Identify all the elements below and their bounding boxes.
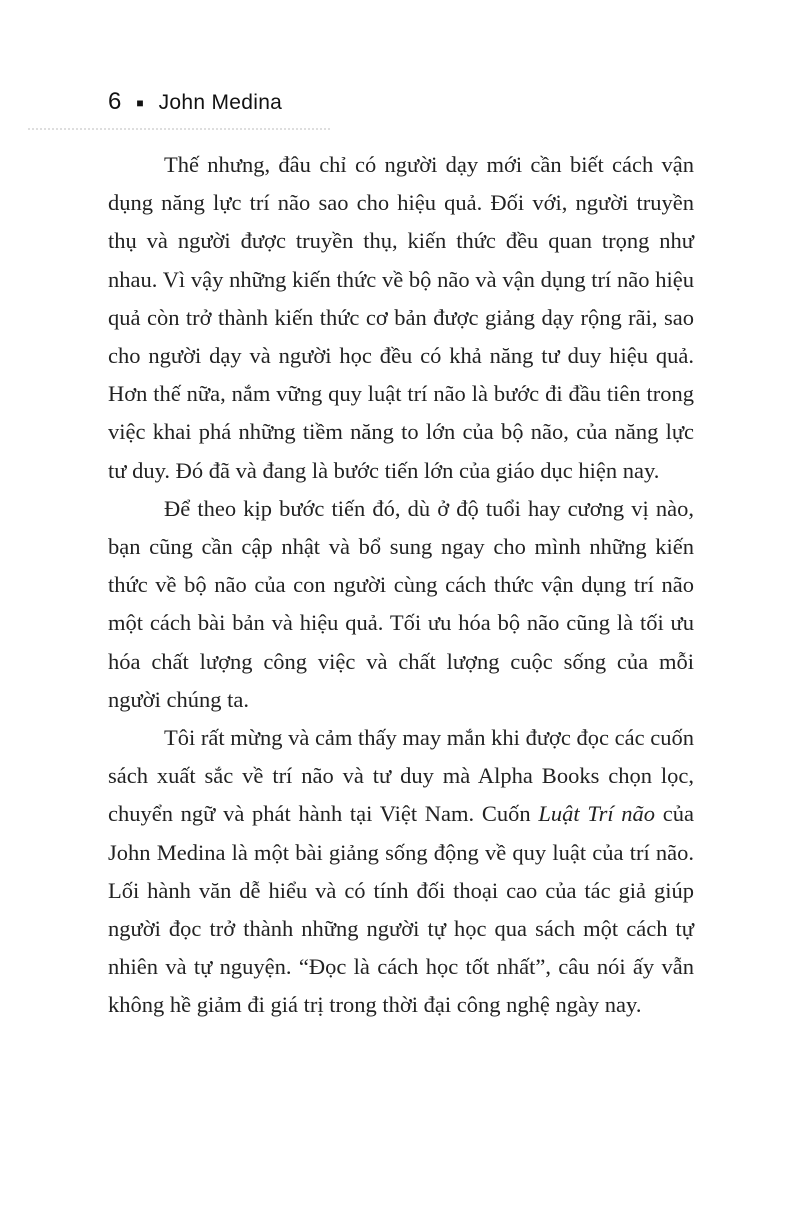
page-body [108, 146, 694, 1025]
header-dotted-underline [28, 128, 330, 130]
paragraph-3 [108, 719, 694, 1025]
paragraph-3-text-after: của John Medina là một bài giảng sống động về quy luật của trí não. Lối hành văn dễ hiểu và có tính đối thoại cao của tác giả giúp người đọc trở thành những người tự học qua sách một cách tự nhiên và tự nguyện. “Đọc là cách học tốt nhất”, câu nói ấy vẫn không hề giảm đi giá trị trong thời đại công nghệ ngày nay. [108, 801, 694, 1018]
page-header [108, 90, 282, 114]
header-square-bullet-icon: ■ [136, 96, 144, 110]
book-title-italic: Luật Trí não [538, 801, 656, 827]
paragraph-2: Để theo kịp bước tiến đó, dù ở độ tuổi hay cương vị nào, bạn cũng cần cập nhật và bổ sung ngay cho mình những kiến thức về bộ não của con người cùng cách thức vận dụng trí não một cách bài bản và hiệu quả. Tối ưu hóa bộ não cũng là tối ưu hóa chất lượng công việc và chất lượng cuộc sống của mỗi người chúng ta. [108, 495, 694, 712]
paragraph-1: Thế nhưng, đâu chỉ có người dạy mới cần biết cách vận dụng năng lực trí não sao cho hiệu quả. Đối với, người truyền thụ và người được truyền thụ, kiến thức đều quan trọng như nhau. Vì vậy những kiến thức về bộ não và vận dụng trí não hiệu quả còn trở thành kiến thức cơ bản được giảng dạy rộng rãi, sao cho người dạy và người học đều có khả năng tư duy hiệu quả. Hơn thế nữa, nắm vững quy luật trí não là bước đi đầu tiên trong việc khai phá những tiềm năng to lớn của bộ não, của năng lực tư duy. Đó đã và đang là bước tiến lớn của giáo dục hiện nay. [108, 152, 694, 483]
header-author-name: John Medina [158, 90, 283, 114]
paragraph-3-text-before: Tôi rất mừng và cảm thấy may mắn khi được đọc các cuốn sách xuất sắc về trí não và tư duy mà Alpha Books chọn lọc, chuyển ngữ và phát hành tại Việt Nam. Cuốn [108, 725, 694, 827]
page-number: 6 [108, 88, 122, 115]
